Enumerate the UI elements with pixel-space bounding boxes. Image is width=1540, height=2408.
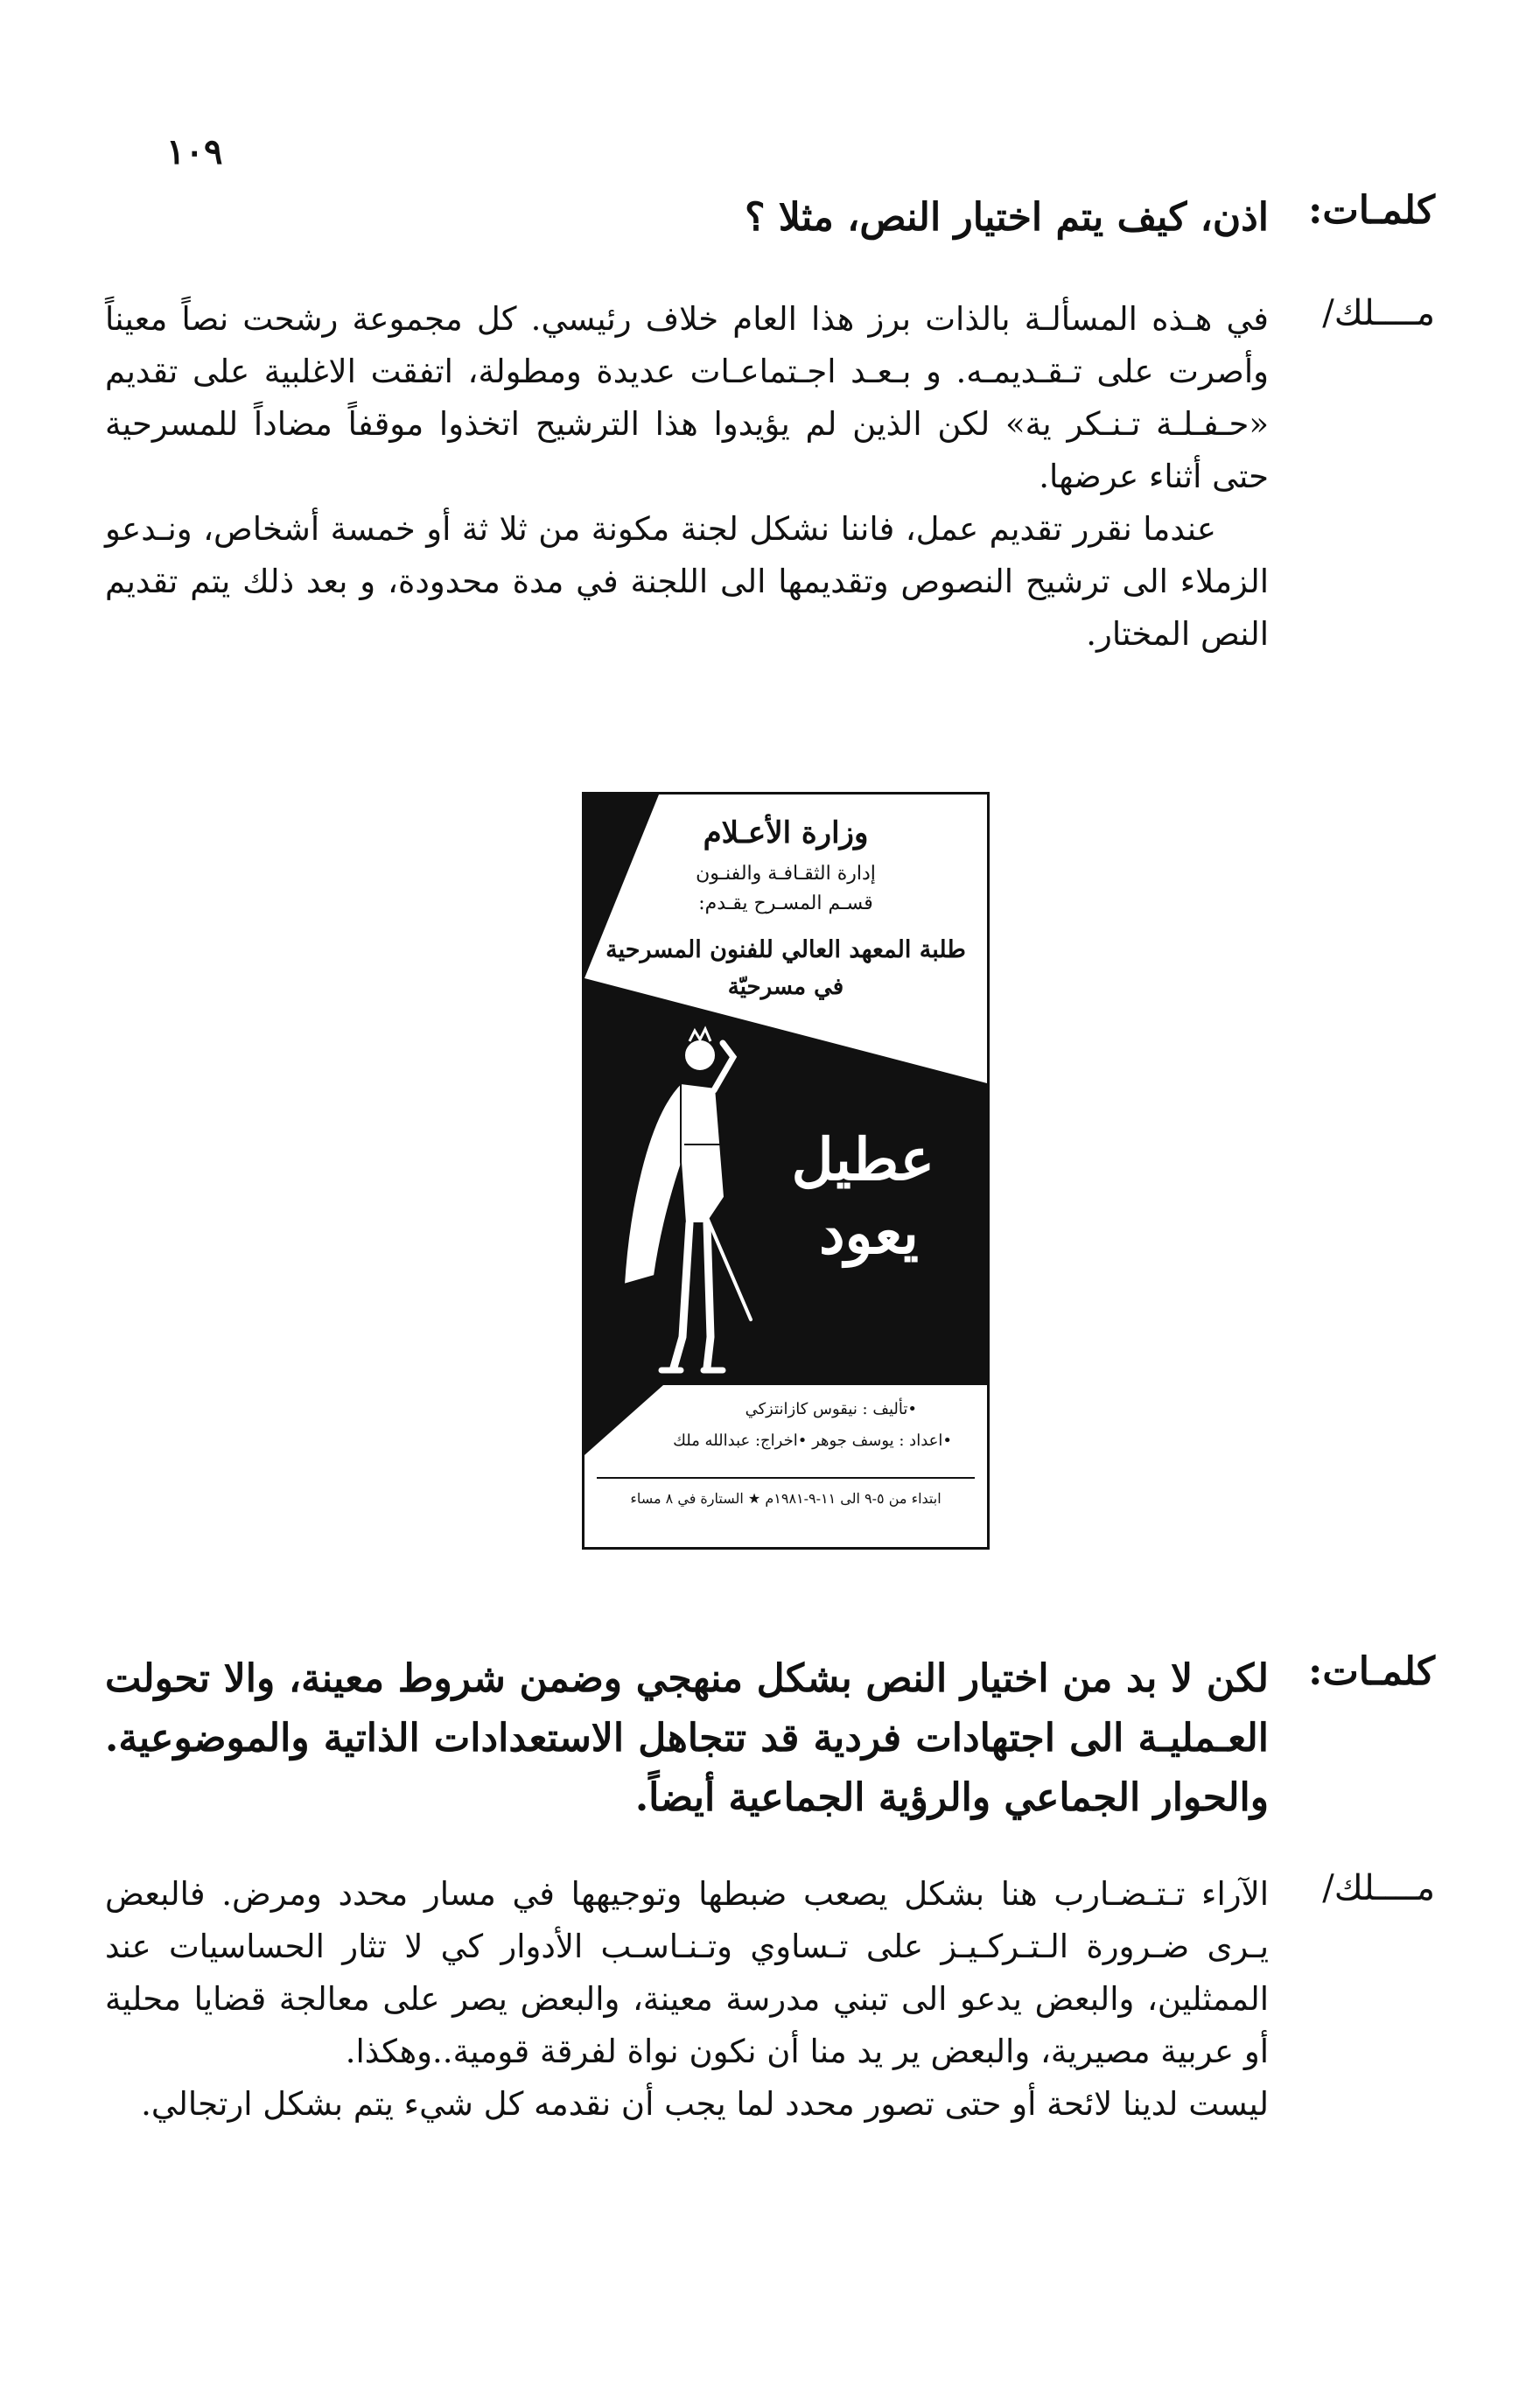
poster-title-line: يعود	[819, 1199, 919, 1267]
dialogue-block-3	[105, 1649, 1435, 1828]
dialogue-text	[105, 293, 1269, 661]
paragraph: عندما نقرر تقديم عمل، فاننا نشكل لجنة مكونة من ثلا ثة أو خمسة أشخاص، ونـدعو الزملاء الى ترشيح النصوص وتقديمها الى اللجنة في مدة محدودة، و بعد ذلك يتم تقديم النص المختار.	[105, 510, 1269, 653]
paragraph: لكن لا بد من اختيار النص بشكل منهجي وضمن شروط معينة، والا تحولت العـمليـة الى اجتهادات فردية قد تتجاهل الاستعدادات الذاتية والموضوعية. والحوار الجماعي والرؤية الجماعية أيضاً.	[105, 1656, 1269, 1820]
poster-dates: ابتداء من ٥-٩ الى ١١-٩-١٩٨١م ★ الستارة في ٨ مساء	[630, 1490, 942, 1507]
poster-department: إدارة الثقـافـة والفنـون	[696, 863, 876, 885]
paragraph: الآراء تـتـضـارب هنا بشكل يصعب ضبطها وتوجيهها في مسار محدد ومرض. فالبعض يـرى ضـرورة الـتـركـيـز على تـساوي وتـنـاسـب الأدوار كي لا تثار الحساسيات عند الممثلين، والبعض يدعو الى تبني مدرسة معينة، والبعض يصر على معالجة قضايا محلية أو عربية مصيرية، والبعض ير يد منا أن نكون نواة لفرقة قومية..وهكذا.	[105, 1875, 1269, 2070]
speaker-label: مــــلك/	[1322, 293, 1435, 333]
poster-divider	[597, 1477, 975, 1479]
play-poster	[582, 792, 990, 1550]
poster-author-credit: •تأليف : نيقوس كازانتزكي	[745, 1400, 917, 1418]
poster-students: طلبة المعهد العالي للفنون المسرحية	[606, 936, 966, 963]
speaker-label: كلمـات:	[1308, 1649, 1435, 1694]
poster-ministry: وزارة الأعـلام	[703, 816, 869, 850]
speaker-label: مــــلك/	[1322, 1868, 1435, 1908]
dialogue-block-2	[105, 293, 1435, 661]
dialogue-text	[105, 188, 1269, 248]
paragraph: ليست لدينا لائحة أو حتى تصور محدد لما يجب أن نقدمه كل شيء يتم بشكل ارتجالي.	[141, 2085, 1269, 2123]
poster-play-title	[791, 1123, 934, 1270]
dialogue-block-4	[105, 1868, 1435, 2131]
dialogue-text	[105, 1868, 1269, 2131]
poster-title-line: عطيل	[791, 1125, 934, 1194]
paragraph: في هـذه المسألـة بالذات برز هذا العام خلاف رئيسي. كل مجموعة رشحت نصاً معيناً وأصرت على تـقـديمـه. و بـعـد اجـتماعـات عديدة ومطولة، اتفقت الاغلبية على تقديم «حـفـلـة تـنـكر ية» لكن الذين لم يؤيدوا هذا الترشيح اتخذوا موقفاً مضاداً للمسرحية حتى أثناء عرضها.	[105, 300, 1269, 495]
poster-in-play: في مسرحيّة	[727, 974, 844, 1000]
othello-figure-illustration	[620, 1022, 760, 1390]
page-number: ١٠٩	[166, 131, 223, 172]
speaker-label: كلمـات:	[1308, 188, 1435, 233]
poster-preparation-credit: •اعداد : يوسف جوهر •اخراج: عبدالله ملك	[673, 1432, 952, 1450]
poster-section: قسـم المسـرح يقـدم:	[698, 892, 873, 914]
dialogue-block-1	[105, 188, 1435, 248]
dialogue-text	[105, 1649, 1269, 1828]
paragraph: اذن، كيف يتم اختيار النص، مثلا ؟	[745, 195, 1269, 240]
